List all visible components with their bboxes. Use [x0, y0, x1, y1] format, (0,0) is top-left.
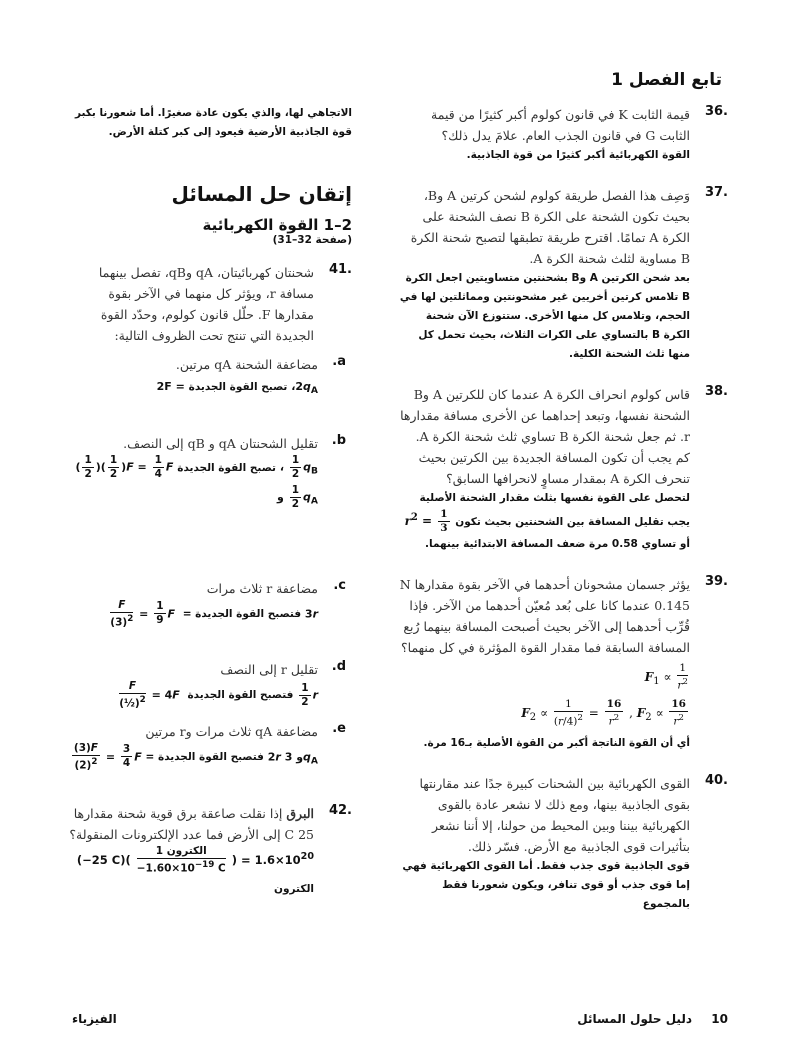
part-a [67, 354, 352, 403]
section-title: إتقان حل المسائل [171, 182, 352, 206]
subject-title: الفيزياء [72, 1012, 117, 1026]
part-label: d. [331, 659, 346, 675]
answer-equation: $r^2$ = $\frac{1}{3}$ [404, 508, 448, 534]
part-text: مضاعفة qA ثلاث مرات وr مرتين [145, 723, 318, 739]
part-label: c. [333, 577, 346, 593]
equation-f1: $F_1$ ∝ $\frac{1}{r^2}$ [644, 662, 688, 692]
part-answer: 2F = تصبح القوة الجديدة $،2q_A$ [156, 380, 318, 397]
part-answer: ( $\frac{1}{2}$ )( $\frac{1}{2}$ )F = $\frac{1}{4}$ F تصبح القوة الجديدة ، $\frac{1}{2}$ $q_B$ و $\frac{1}{2}$ $q_A$ [75, 454, 318, 510]
question-number: .37 [704, 185, 728, 200]
part-text: مضاعفة الشحنة qA مرتين. [175, 357, 318, 372]
equation-f2: $F_2$ ∝ $\frac{1}{(r/4)^2}$ = $\frac{16}{r^2}$ , $F_2$ ∝ $\frac{16}{r^2}$ [521, 698, 686, 728]
question-text: شحنتان كهربائيتان، qA وqB، تفصل بينهما مسافة r، ويؤثر كل منهما في الآخر بقوة مقدارها F. حلّل قانون كولوم، وحدّد القوة الجديدة التي تنتج تحت الظروف التالية: [98, 265, 314, 343]
question-text: قاس كولوم انحراف الكرة A عندما كان للكرتين A وB الشحنة نفسها، وتبعد إحداهما عن الأخرى مسافة مقدارها r. ثم جعل شحنة الكرة B تساوي ثلث شحنة الكرة A. كم يجب أن تكون المسافة الجديدة بين الكرتين بحيث تنحرف الكرة A بمقدار مساوٍ لانحرافها السابق؟ [400, 387, 690, 486]
question-36 [398, 104, 728, 165]
page-range: (صفحة 32–31) [272, 234, 352, 246]
question-37 [398, 185, 728, 364]
subsection-title: 2–1 القوة الكهربائية [202, 216, 352, 234]
question-number: .41 [328, 262, 352, 277]
question-41 [67, 262, 352, 346]
question-42 [67, 803, 352, 901]
question-number: .36 [704, 104, 728, 119]
part-label: a. [332, 354, 346, 369]
page-footer [72, 1012, 728, 1032]
part-answer: $\frac{(3)F}{(2)^2}$ = $\frac{3}{4}$ F فتصبح القوة الجديدة = 2r و $3q_A$ [73, 741, 318, 772]
question-text: يؤثر جسمان مشحونان أحدهما في الآخر بقوة مقدارها N 0.145 عندما كانا على بُعد مُعيّن أحدهما من الآخر. فإذا قُرِّب أحدهما إلى الآخر بحيث أصبحت المسافة بينهما رُبع المسافة السابقة فما مقدار القوة المؤثرة في كل منهما؟ [399, 577, 690, 655]
answer-continuation: الاتجاهي لها، والذي يكون عادة صغيرًا. أما شعورنا بكبر قوة الجاذبية الأرضية فيعود إلى كبر كتلة الأرض. [74, 107, 352, 138]
part-d [67, 659, 352, 711]
question-38 [398, 384, 728, 554]
question-40 [398, 773, 728, 914]
answer-text: لتحصل على القوة نفسها بثلث مقدار الشحنة الأصلية يجب تقليل المسافة بين الشحنتين بحيث تكون $r^2$ = $\frac{1}{3}$ [404, 492, 690, 534]
answer-text: بعد شحن الكرتين A وB بشحنتين متساويتين اجعل الكرة B تلامس كرتين أخريين غير مشحونتين ومماثلتين لها في الحجم، وتلامس كل منها الأخرى. ستتوزع الآن شحنة الكرة B بالتساوي على الكرات الثلاث، بحيث تحمل كل منها ثلث الشحنة الكلية. [399, 272, 690, 360]
question-answer: (−25 C)( $\frac{\text{1 الكترون}}{-1.60\times 10^{-19} C}$ ) = $1.6\times 10^{20}$ الكترون [76, 845, 314, 895]
page-number: 10 [711, 1012, 728, 1026]
question-text: وَصِف هذا الفصل طريقة كولوم لشحن كرتين A وB، بحيث تكون الشحنة على الكرة B نصف الشحنة على الكرة A تمامًا. اقترح طريقة تطبقها لتصبح شحنة الكرة B مساوية لثلث شحنة الكرة A. [410, 188, 690, 266]
part-b [67, 433, 352, 513]
part-label: e. [332, 720, 346, 736]
question-number: .40 [704, 773, 728, 789]
question-text: القوى الكهربائية بين الشحنات كبيرة جدًا عند مقارنتها بقوى الجاذبية بينها، ومع ذلك لا نشعر عادة بالقوى الكهربائية بيننا وبين المحيط من حولنا، إلا أننا نشعر بتأثيرات قوى الجاذبية مع الأرض. فسّر ذلك. [419, 776, 690, 855]
question-text: البرق إذا نقلت صاعقة برق قوية شحنة مقدارها C 25 إلى الأرض فما عدد الإلكترونات المنقولة؟ [69, 806, 314, 842]
part-label: b. [331, 433, 346, 449]
question-number: .42 [328, 803, 352, 818]
chapter-header: تابع الفصل 1 [611, 70, 722, 90]
part-answer: $\frac{F}{(3)^2}$ = $\frac{1}{9}$ F فتصبح القوة الجديدة = 3r [110, 598, 318, 629]
question-number: .38 [704, 384, 728, 399]
part-text: مضاعفة r ثلاث مرات [206, 580, 318, 596]
guide-title: دليل حلول المسائل [577, 1012, 692, 1026]
question-text: قيمة الثابت K في قانون كولوم أكبر كثيرًا من قيمة الثابت G في قانون الجذب العام. علامَ يدل ذلك؟ [431, 107, 690, 143]
answer-text: القوة الكهربائية أكبر كثيرًا من قوة الجاذبية. [466, 149, 690, 161]
answer-text: قوى الجاذبية قوى جذب فقط. أما القوى الكهربائية فهي إما قوى جذب أو قوى تنافر، ويكون شعورنا فقط بالمجموع [402, 860, 690, 911]
question-39 [398, 574, 728, 753]
answer-tail: أو تساوي 0.58 مرة ضعف المسافة الابتدائية بينهما. [425, 538, 690, 550]
part-answer: $\frac{F}{(\frac{1}{2})^2}$ = 4F فتصبح القوة الجديدة $\frac{1}{2}$ r [119, 680, 318, 710]
part-text: تقليل الشحنتان qA و qB إلى النصف. [123, 436, 318, 452]
question-number: .39 [704, 574, 728, 589]
right-column [398, 104, 728, 934]
part-c [67, 578, 352, 630]
answer-text: أي أن القوة الناتجة أكبر من القوة الأصلية بـ16 مرة. [423, 737, 690, 750]
left-column [67, 104, 352, 921]
part-text: تقليل r إلى النصف [220, 662, 318, 678]
part-e [67, 721, 352, 773]
